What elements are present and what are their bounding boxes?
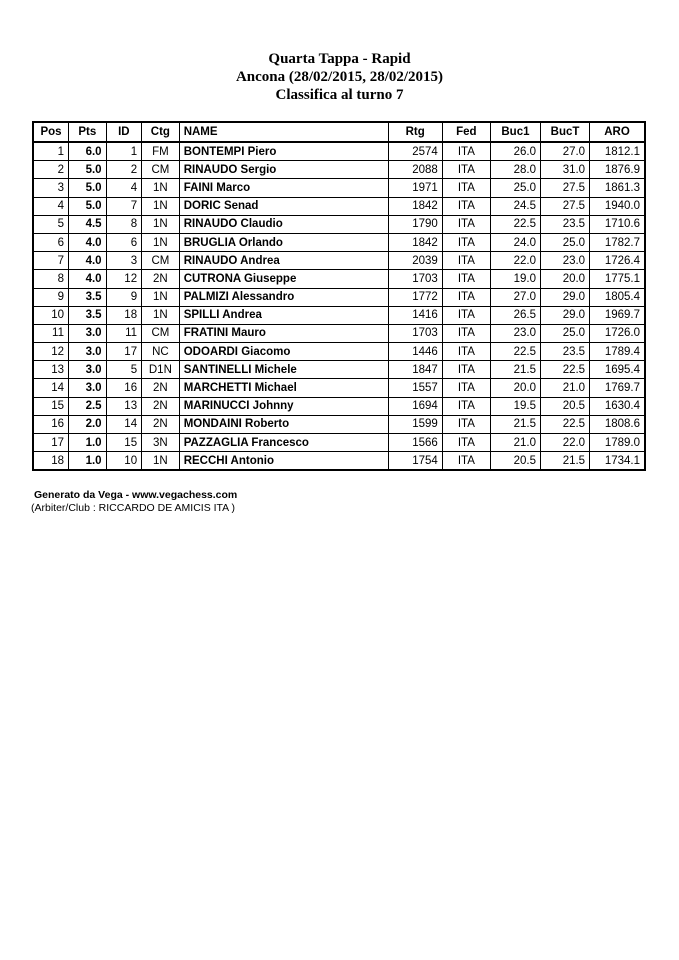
- cell-ctg: 1N: [142, 179, 180, 197]
- cell-ctg: CM: [142, 324, 180, 342]
- cell-buct: 23.0: [541, 252, 590, 270]
- cell-buct: 20.0: [541, 270, 590, 288]
- cell-fed: ITA: [442, 434, 490, 452]
- cell-aro: 1734.1: [590, 452, 645, 471]
- cell-ctg: D1N: [142, 361, 180, 379]
- cell-buct: 21.0: [541, 379, 590, 397]
- arbiter-credit: (Arbiter/Club : RICCARDO DE AMICIS ITA ): [31, 502, 236, 514]
- cell-id: 8: [106, 215, 142, 233]
- table-row: [33, 197, 645, 215]
- cell-aro: 1726.0: [590, 324, 645, 342]
- cell-fed: ITA: [442, 179, 490, 197]
- cell-buct: 20.5: [541, 397, 590, 415]
- cell-id: 12: [106, 270, 142, 288]
- cell-ctg: 2N: [142, 270, 180, 288]
- table-row: [33, 215, 645, 233]
- cell-fed: ITA: [442, 288, 490, 306]
- cell-ctg: 3N: [142, 434, 180, 452]
- cell-rtg: 1842: [388, 197, 442, 215]
- cell-fed: ITA: [442, 215, 490, 233]
- cell-buc1: 24.0: [490, 233, 540, 251]
- cell-aro: 1812.1: [590, 142, 645, 161]
- cell-name: BRUGLIA Orlando: [179, 233, 388, 251]
- document-header: [0, 50, 679, 104]
- cell-rtg: 1971: [388, 179, 442, 197]
- cell-buc1: 20.5: [490, 452, 540, 471]
- cell-pts: 5.0: [69, 179, 107, 197]
- table-row: [33, 252, 645, 270]
- cell-ctg: 1N: [142, 197, 180, 215]
- cell-id: 3: [106, 252, 142, 270]
- cell-aro: 1861.3: [590, 179, 645, 197]
- cell-aro: 1876.9: [590, 161, 645, 179]
- cell-rtg: 1694: [388, 397, 442, 415]
- table-row: [33, 379, 645, 397]
- cell-name: RINAUDO Sergio: [179, 161, 388, 179]
- cell-ctg: 2N: [142, 397, 180, 415]
- cell-name: SANTINELLI Michele: [179, 361, 388, 379]
- cell-aro: 1726.4: [590, 252, 645, 270]
- cell-buct: 29.0: [541, 288, 590, 306]
- cell-buc1: 28.0: [490, 161, 540, 179]
- cell-buc1: 25.0: [490, 179, 540, 197]
- table-row: [33, 142, 645, 161]
- cell-name: DORIC Senad: [179, 197, 388, 215]
- cell-id: 15: [106, 434, 142, 452]
- cell-aro: 1969.7: [590, 306, 645, 324]
- cell-ctg: 1N: [142, 233, 180, 251]
- cell-id: 13: [106, 397, 142, 415]
- cell-rtg: 2574: [388, 142, 442, 161]
- cell-id: 7: [106, 197, 142, 215]
- cell-ctg: 2N: [142, 379, 180, 397]
- table-row: [33, 343, 645, 361]
- cell-buct: 21.5: [541, 452, 590, 471]
- cell-fed: ITA: [442, 233, 490, 251]
- cell-pos: 15: [33, 397, 69, 415]
- cell-aro: 1782.7: [590, 233, 645, 251]
- cell-buc1: 24.5: [490, 197, 540, 215]
- cell-buct: 23.5: [541, 215, 590, 233]
- cell-ctg: FM: [142, 142, 180, 161]
- cell-fed: ITA: [442, 197, 490, 215]
- cell-pts: 1.0: [69, 434, 107, 452]
- cell-aro: 1789.0: [590, 434, 645, 452]
- cell-name: PAZZAGLIA Francesco: [179, 434, 388, 452]
- cell-rtg: 1847: [388, 361, 442, 379]
- cell-ctg: 1N: [142, 288, 180, 306]
- cell-pos: 6: [33, 233, 69, 251]
- cell-fed: ITA: [442, 270, 490, 288]
- cell-pts: 3.5: [69, 306, 107, 324]
- cell-buc1: 21.5: [490, 415, 540, 433]
- cell-pos: 4: [33, 197, 69, 215]
- table-row: [33, 270, 645, 288]
- cell-pos: 7: [33, 252, 69, 270]
- cell-buc1: 26.0: [490, 142, 540, 161]
- cell-buc1: 21.0: [490, 434, 540, 452]
- table-row: [33, 233, 645, 251]
- cell-fed: ITA: [442, 379, 490, 397]
- table-row: [33, 288, 645, 306]
- cell-fed: ITA: [442, 324, 490, 342]
- cell-pts: 4.0: [69, 233, 107, 251]
- cell-pos: 2: [33, 161, 69, 179]
- cell-pos: 17: [33, 434, 69, 452]
- cell-rtg: 1566: [388, 434, 442, 452]
- cell-pos: 1: [33, 142, 69, 161]
- cell-pts: 5.0: [69, 197, 107, 215]
- cell-aro: 1808.6: [590, 415, 645, 433]
- cell-pos: 5: [33, 215, 69, 233]
- cell-buc1: 21.5: [490, 361, 540, 379]
- column-header-id: ID: [106, 122, 142, 142]
- cell-fed: ITA: [442, 343, 490, 361]
- cell-fed: ITA: [442, 415, 490, 433]
- cell-buc1: 20.0: [490, 379, 540, 397]
- cell-rtg: 1599: [388, 415, 442, 433]
- cell-id: 4: [106, 179, 142, 197]
- cell-id: 18: [106, 306, 142, 324]
- tournament-location-dates: Ancona (28/02/2015, 28/02/2015): [235, 69, 444, 85]
- standings-body: [33, 142, 645, 470]
- cell-buct: 27.0: [541, 142, 590, 161]
- cell-aro: 1789.4: [590, 343, 645, 361]
- cell-pos: 10: [33, 306, 69, 324]
- cell-name: MONDAINI Roberto: [179, 415, 388, 433]
- cell-rtg: 1416: [388, 306, 442, 324]
- cell-buct: 22.5: [541, 361, 590, 379]
- cell-rtg: 1557: [388, 379, 442, 397]
- column-header-fed: Fed: [442, 122, 490, 142]
- cell-name: RINAUDO Andrea: [179, 252, 388, 270]
- cell-pts: 3.0: [69, 379, 107, 397]
- cell-name: RINAUDO Claudio: [179, 215, 388, 233]
- cell-name: BONTEMPI Piero: [179, 142, 388, 161]
- cell-fed: ITA: [442, 306, 490, 324]
- cell-rtg: 1772: [388, 288, 442, 306]
- cell-pts: 3.0: [69, 324, 107, 342]
- cell-pts: 3.0: [69, 361, 107, 379]
- cell-pts: 3.0: [69, 343, 107, 361]
- cell-buc1: 27.0: [490, 288, 540, 306]
- cell-fed: ITA: [442, 161, 490, 179]
- tournament-title: Quarta Tappa - Rapid: [268, 51, 411, 67]
- cell-fed: ITA: [442, 361, 490, 379]
- cell-id: 6: [106, 233, 142, 251]
- cell-pos: 11: [33, 324, 69, 342]
- cell-buct: 25.0: [541, 233, 590, 251]
- cell-buct: 25.0: [541, 324, 590, 342]
- cell-pts: 2.5: [69, 397, 107, 415]
- cell-rtg: 1703: [388, 324, 442, 342]
- cell-pts: 6.0: [69, 142, 107, 161]
- cell-rtg: 1703: [388, 270, 442, 288]
- standings-table: [32, 121, 646, 471]
- cell-name: SPILLI Andrea: [179, 306, 388, 324]
- cell-aro: 1769.7: [590, 379, 645, 397]
- cell-pos: 8: [33, 270, 69, 288]
- cell-buct: 27.5: [541, 179, 590, 197]
- cell-pos: 12: [33, 343, 69, 361]
- cell-pts: 3.5: [69, 288, 107, 306]
- table-row: [33, 397, 645, 415]
- cell-pts: 5.0: [69, 161, 107, 179]
- cell-aro: 1775.1: [590, 270, 645, 288]
- standings-round-title: Classifica al turno 7: [275, 87, 404, 103]
- cell-fed: ITA: [442, 397, 490, 415]
- cell-aro: 1710.6: [590, 215, 645, 233]
- cell-name: CUTRONA Giuseppe: [179, 270, 388, 288]
- cell-ctg: CM: [142, 161, 180, 179]
- cell-buct: 22.5: [541, 415, 590, 433]
- table-row: [33, 306, 645, 324]
- cell-id: 16: [106, 379, 142, 397]
- cell-fed: ITA: [442, 452, 490, 471]
- cell-buct: 23.5: [541, 343, 590, 361]
- cell-ctg: 2N: [142, 415, 180, 433]
- cell-pts: 4.0: [69, 270, 107, 288]
- cell-rtg: 2088: [388, 161, 442, 179]
- cell-id: 9: [106, 288, 142, 306]
- cell-pts: 1.0: [69, 452, 107, 471]
- cell-buct: 31.0: [541, 161, 590, 179]
- cell-id: 17: [106, 343, 142, 361]
- cell-aro: 1940.0: [590, 197, 645, 215]
- cell-pts: 4.0: [69, 252, 107, 270]
- table-row: [33, 452, 645, 471]
- cell-rtg: 1842: [388, 233, 442, 251]
- cell-name: RECCHI Antonio: [179, 452, 388, 471]
- cell-name: MARINUCCI Johnny: [179, 397, 388, 415]
- cell-pos: 16: [33, 415, 69, 433]
- table-row: [33, 361, 645, 379]
- cell-ctg: 1N: [142, 215, 180, 233]
- cell-ctg: CM: [142, 252, 180, 270]
- cell-buct: 27.5: [541, 197, 590, 215]
- cell-rtg: 2039: [388, 252, 442, 270]
- cell-buc1: 22.0: [490, 252, 540, 270]
- cell-buc1: 26.5: [490, 306, 540, 324]
- cell-id: 1: [106, 142, 142, 161]
- cell-name: ODOARDI Giacomo: [179, 343, 388, 361]
- column-header-name: NAME: [179, 122, 388, 142]
- cell-pos: 18: [33, 452, 69, 471]
- table-row: [33, 179, 645, 197]
- column-header-ctg: Ctg: [142, 122, 180, 142]
- cell-pos: 9: [33, 288, 69, 306]
- generator-credit: Generato da Vega - www.vegachess.com: [34, 489, 238, 501]
- cell-ctg: 1N: [142, 452, 180, 471]
- cell-id: 11: [106, 324, 142, 342]
- cell-name: FRATINI Mauro: [179, 324, 388, 342]
- table-row: [33, 415, 645, 433]
- cell-buc1: 19.0: [490, 270, 540, 288]
- cell-id: 14: [106, 415, 142, 433]
- column-header-buct: BucT: [541, 122, 590, 142]
- cell-ctg: NC: [142, 343, 180, 361]
- table-row: [33, 161, 645, 179]
- column-header-pos: Pos: [33, 122, 69, 142]
- cell-buct: 22.0: [541, 434, 590, 452]
- cell-id: 5: [106, 361, 142, 379]
- cell-rtg: 1446: [388, 343, 442, 361]
- cell-id: 2: [106, 161, 142, 179]
- column-header-rtg: Rtg: [388, 122, 442, 142]
- cell-buct: 29.0: [541, 306, 590, 324]
- cell-pos: 13: [33, 361, 69, 379]
- column-header-buc1: Buc1: [490, 122, 540, 142]
- cell-aro: 1695.4: [590, 361, 645, 379]
- cell-name: MARCHETTI Michael: [179, 379, 388, 397]
- cell-pos: 14: [33, 379, 69, 397]
- cell-name: PALMIZI Alessandro: [179, 288, 388, 306]
- cell-rtg: 1790: [388, 215, 442, 233]
- cell-id: 10: [106, 452, 142, 471]
- cell-name: FAINI Marco: [179, 179, 388, 197]
- cell-buc1: 22.5: [490, 215, 540, 233]
- cell-pos: 3: [33, 179, 69, 197]
- cell-ctg: 1N: [142, 306, 180, 324]
- cell-fed: ITA: [442, 252, 490, 270]
- cell-aro: 1805.4: [590, 288, 645, 306]
- cell-buc1: 22.5: [490, 343, 540, 361]
- cell-pts: 4.5: [69, 215, 107, 233]
- document-footer: [31, 489, 238, 515]
- column-header-aro: ARO: [590, 122, 645, 142]
- cell-fed: ITA: [442, 142, 490, 161]
- column-header-pts: Pts: [69, 122, 107, 142]
- cell-pts: 2.0: [69, 415, 107, 433]
- table-header-row: [33, 122, 645, 142]
- cell-aro: 1630.4: [590, 397, 645, 415]
- table-row: [33, 434, 645, 452]
- table-row: [33, 324, 645, 342]
- cell-buc1: 19.5: [490, 397, 540, 415]
- cell-rtg: 1754: [388, 452, 442, 471]
- cell-buc1: 23.0: [490, 324, 540, 342]
